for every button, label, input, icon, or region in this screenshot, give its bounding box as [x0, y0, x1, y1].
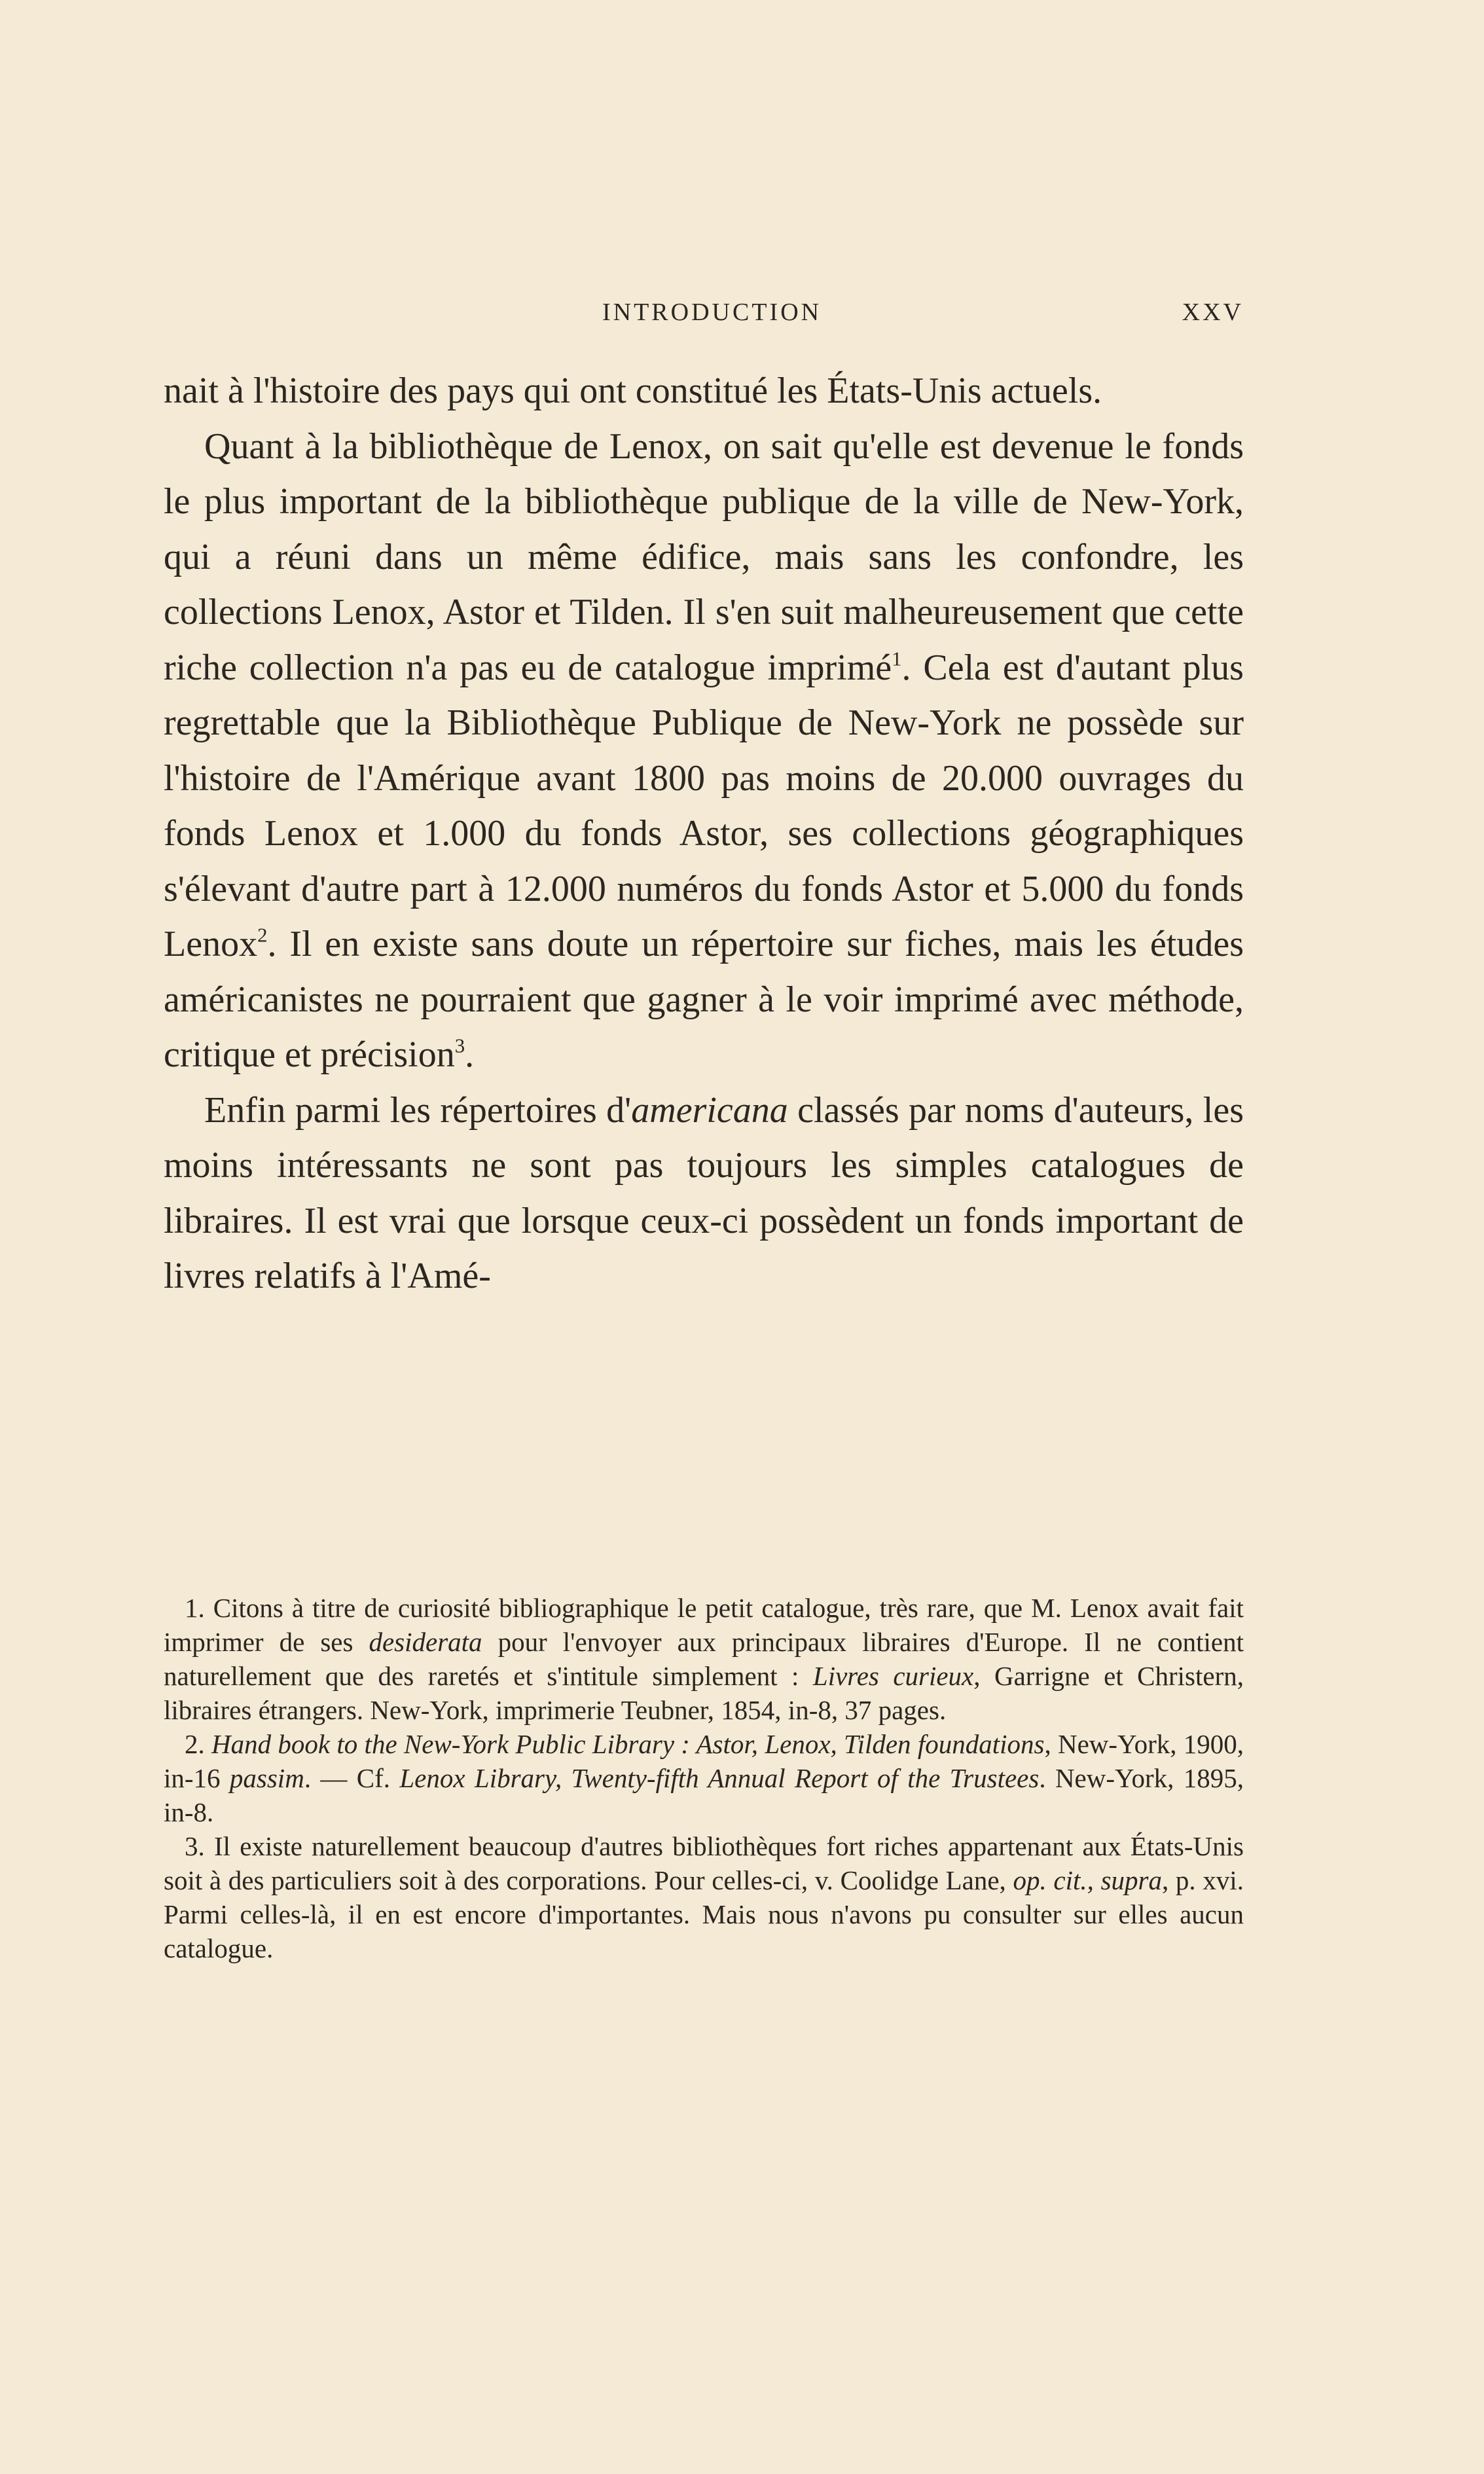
text-segment: . Il en existe sans doute un répertoire sur fiches, mais les études américanistes ne pourraient que gagner à le voir imprimé avec méthode, critique et précision: [164, 924, 1244, 1075]
main-text: [164, 363, 1244, 1304]
footnote-1: [164, 1591, 1244, 1727]
text-segment: . Cela est d'autant plus regrettable que la Bibliothèque Publique de New-York ne possède sur l'histoire de l'Amérique avant 1800 pas moins de 20.000 ouvrages du fonds Lenox et 1.000 du fonds Astor, ses collections géographiques s'élevant d'autre part à 12.000 numéros du fonds Astor et 5.000 du fonds Lenox: [164, 647, 1244, 964]
footnote-italic: passim: [229, 1763, 304, 1793]
footnote-number: 3.: [185, 1831, 205, 1861]
footnote-italic: op. cit., supra: [1013, 1865, 1162, 1895]
footnote-text: , New-York, 1900, in-16: [164, 1729, 1244, 1793]
running-header: [164, 298, 1244, 337]
footnote-ref-2: 2: [257, 924, 268, 947]
text-segment: .: [465, 1034, 475, 1075]
footnote-text: , p. xvi. Parmi celles-là, il en est encore d'importantes. Mais nous n'avons pu consulter sur elles aucun catalogue.: [164, 1865, 1244, 1963]
footnote-italic: Lenox Library, Twenty-fifth Annual Report of the Trustees: [399, 1763, 1040, 1793]
footnote-3: [164, 1829, 1244, 1965]
footnote-ref-1: 1: [892, 647, 902, 670]
footnotes: [164, 1591, 1244, 1965]
footnote-italic: desiderata: [369, 1627, 482, 1657]
footnote-text: Il existe naturellement beaucoup d'autres bibliothèques fort riches appartenant aux États-Unis soit à des particuliers soit à des corporations. Pour celles-ci, v. Coolidge Lane,: [164, 1831, 1244, 1895]
paragraph-lenox: [164, 419, 1244, 1083]
footnote-italic: Livres curieux: [812, 1661, 974, 1691]
text-segment: Enfin parmi les répertoires d': [204, 1089, 632, 1131]
footnote-text: . — Cf.: [304, 1763, 400, 1793]
footnote-ref-3: 3: [454, 1034, 465, 1057]
footnote-text: , Garrigne et Christern, libraires étrangers. New-York, imprimerie Teubner, 1854, in-8, 37 pages.: [164, 1661, 1244, 1725]
footnote-text: Citons à titre de curiosité bibliographique le petit catalogue, très rare, que M. Lenox avait fait imprimer de ses: [164, 1593, 1244, 1657]
footnote-text: . New-York, 1895, in-8.: [164, 1763, 1244, 1827]
paragraph-continued: nait à l'histoire des pays qui ont constitué les États-Unis actuels.: [164, 371, 1102, 411]
footnote-number: 2.: [185, 1729, 205, 1759]
paragraph-americana: [164, 1083, 1244, 1304]
running-title: INTRODUCTION: [602, 299, 822, 326]
footnote-number: 1.: [185, 1593, 205, 1623]
footnote-text: pour l'envoyer aux principaux libraires d'Europe. Il ne contient naturellement que des raretés et s'intitule simplement :: [164, 1627, 1244, 1691]
text-segment: classés par noms d'auteurs, les moins intéressants ne sont pas toujours les simples catalogues de libraires. Il est vrai que lorsque ceux-ci possèdent un fonds important de livres relatifs à l'Amé-: [164, 1089, 1244, 1296]
footnote-2: [164, 1727, 1244, 1829]
page-number: XXV: [1182, 299, 1244, 326]
footnote-italic: Hand book to the New-York Public Library : Astor, Lenox, Tilden foundations: [211, 1729, 1045, 1759]
italic-term: americana: [631, 1089, 788, 1131]
text-segment: Quant à la bibliothèque de Lenox, on sait qu'elle est devenue le fonds le plus important de la bibliothèque publique de la ville de New-York, qui a réuni dans un même édifice, mais sans les confondre, les collections Lenox, Astor et Tilden. Il s'en suit malheureusement que cette riche collection n'a pas eu de catalogue imprimé: [164, 426, 1244, 688]
